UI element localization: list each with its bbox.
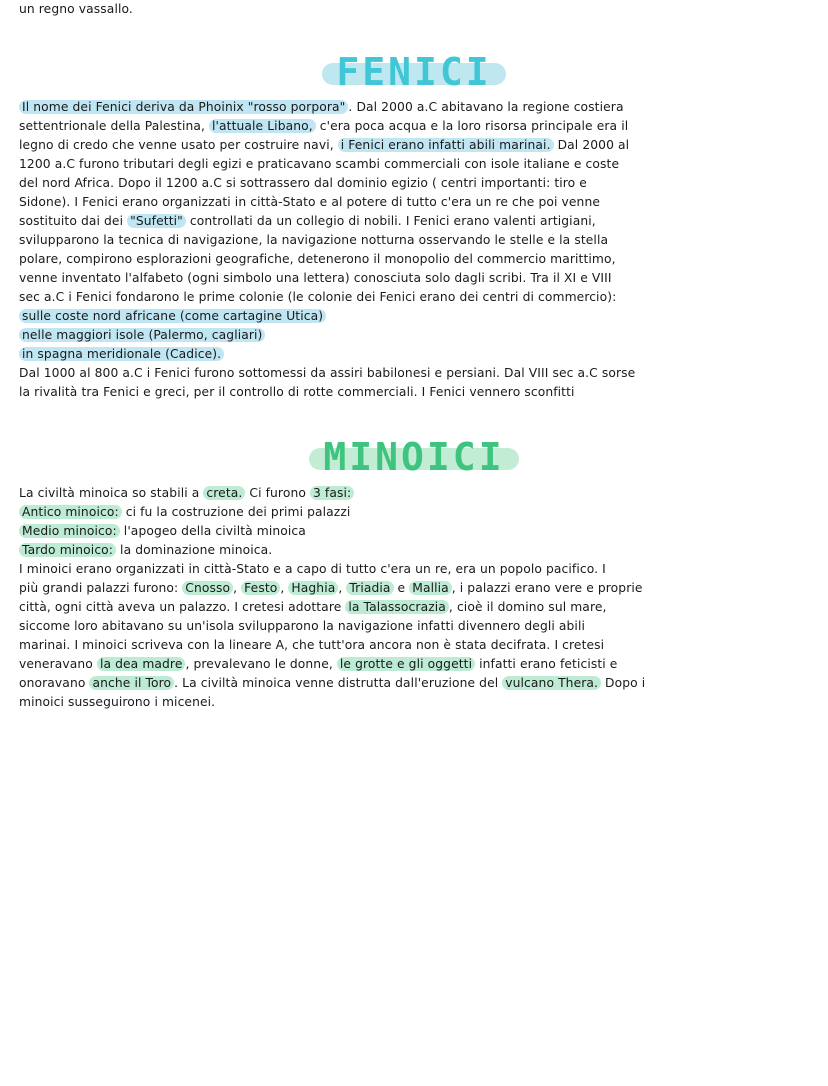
minoici-line-5: I minoici erano organizzati in città-Stato e a capo di tutto c'era un re, era un popolo pacifico. I bbox=[19, 562, 606, 576]
fenici-line-6: Sidone). I Fenici erano organizzati in città-Stato e al potere di tutto c'era un re che poi venne bbox=[19, 195, 601, 209]
fenici-line-9: polare, compirono esplorazioni geografiche, detenerono il monopolio del commercio marittimo, bbox=[19, 252, 616, 266]
fenici-line-5: del nord Africa. Dopo il 1200 a.C si sottrassero dal dominio egizio ( centri importanti: tiro e bbox=[19, 176, 587, 190]
minoici-line-4: Tardo minoico: la dominazione minoica. bbox=[19, 541, 272, 559]
minoici-line-9: marinai. I minoici scriveva con la lineare A, che tutt'ora ancora non è stata decifrata. I cretesi bbox=[19, 638, 605, 652]
fenici-line-7: sostituito dai dei "Sufetti" controllati da un collegio di nobili. I Fenici erano valenti artigiani, bbox=[19, 214, 596, 228]
fenici-line-14: in spagna meridionale (Cadice). bbox=[19, 345, 224, 363]
fenici-line-10: venne inventato l'alfabeto (ogni simbolo una lettera) conosciuta solo dagli scribi. Tra il XI e VIII bbox=[19, 271, 612, 285]
minoici-line-6: più grandi palazzi furono: Cnosso , Festo , Haghia , Triadia e Mallia , i palazzi erano vere e proprie bbox=[19, 581, 643, 595]
fenici-line-4: 1200 a.C furono tributari degli egizi e praticavano scambi commerciali con isole italiane e coste bbox=[19, 157, 620, 171]
fenici-line-16: la rivalità tra Fenici e greci, per il controllo di rotte commerciali. I Fenici vennero sconfitti bbox=[19, 385, 575, 399]
fenici-line-2: settentrionale della Palestina, l'attuale Libano, c'era poca acqua e la loro risorsa principale era il bbox=[19, 119, 629, 133]
fenici-line-1: Il nome dei Fenici deriva da Phoinix "rosso porpora" . Dal 2000 a.C abitavano la regione costiera bbox=[19, 98, 624, 116]
minoici-line-7: città, ogni città aveva un palazzo. I cretesi adottare la Talassocrazia , cioè il domino sul mare, bbox=[19, 600, 607, 614]
fenici-line-12: sulle coste nord africane (come cartagine Utica) bbox=[19, 307, 326, 325]
top-fragment: un regno vassallo. bbox=[19, 2, 133, 16]
minoici-line-1: La civiltà minoica so stabili a creta. Ci furono 3 fasi: bbox=[19, 484, 354, 502]
fenici-line-13: nelle maggiori isole (Palermo, cagliari) bbox=[19, 326, 265, 344]
fenici-line-11: sec a.C i Fenici fondarono le prime colonie (le colonie dei Fenici erano dei centri di commercio): bbox=[19, 290, 617, 304]
fenici-line-8: svilupparono la tecnica di navigazione, la navigazione notturna osservando le stelle e la stella bbox=[19, 233, 609, 247]
fenici-line-3: legno di credo che venne usato per costruire navi, i Fenici erano infatti abili marinai. Dal 2000 al bbox=[19, 138, 630, 152]
minoici-line-2: Antico minoico: ci fu la costruzione dei primi palazzi bbox=[19, 503, 350, 521]
fenici-line-15: Dal 1000 al 800 a.C i Fenici furono sottomessi da assiri babilonesi e persiani. Dal VIII sec a.C sorse bbox=[19, 366, 636, 380]
minoici-line-11: onoravano anche il Toro . La civiltà minoica venne distrutta dall'eruzione del vulcano Thera. Dopo i bbox=[19, 676, 646, 690]
minoici-line-12: minoici susseguirono i micenei. bbox=[19, 695, 216, 709]
minoici-line-10: veneravano la dea madre , prevalevano le donne, le grotte e gli oggetti infatti erano feticisti e bbox=[19, 657, 618, 671]
minoici-line-8: siccome loro abitavano su un'isola svilupparono la navigazione infatti divennero degli abili bbox=[19, 619, 585, 633]
minoici-line-3: Medio minoico: l'apogeo della civiltà minoica bbox=[19, 522, 306, 540]
minoici-title: MINOICI bbox=[0, 435, 828, 479]
fenici-title: FENICI bbox=[0, 50, 828, 94]
